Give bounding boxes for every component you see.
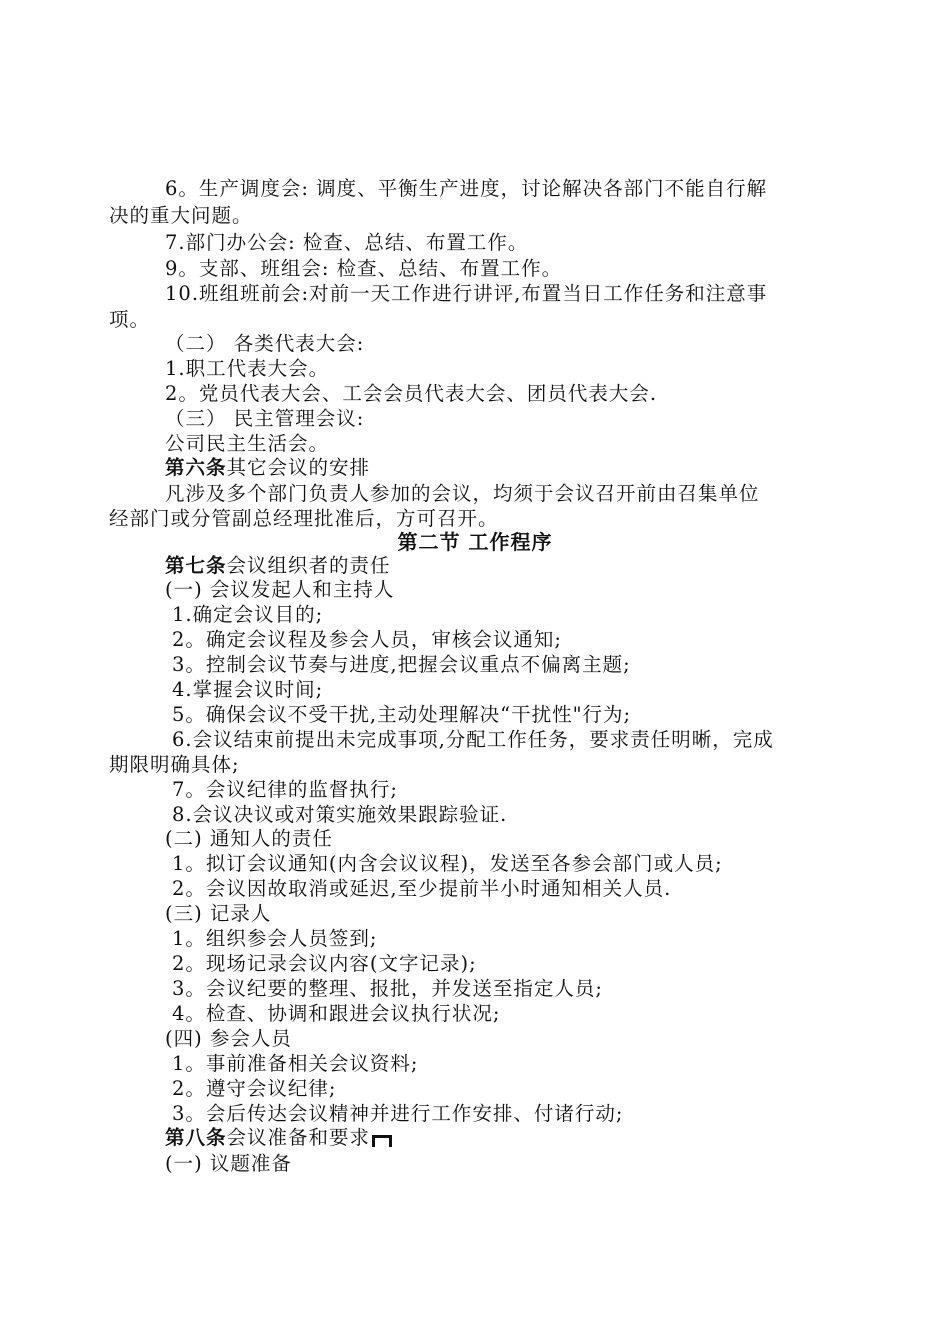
article-title: 会议组织者的责任 xyxy=(226,554,391,577)
sub-heading: (一) 议题准备 xyxy=(165,1152,292,1175)
sub-heading: (四) 参会人员 xyxy=(165,1027,292,1050)
list-item: 7。会议纪律的监督执行; xyxy=(172,778,398,801)
list-item: 1。组织参会人员签到; xyxy=(172,927,378,950)
sub-heading: （三） 民主管理会议: xyxy=(165,407,365,430)
article-label: 第八条 xyxy=(165,1126,227,1149)
list-item: 5。确保会议不受干扰,主动处理解决“干扰性"行为; xyxy=(172,703,632,726)
article-label: 第六条 xyxy=(165,456,227,479)
article-title: 其它会议的安排 xyxy=(226,456,371,479)
text-line: 6。生产调度会: 调度、平衡生产进度，讨论解决各部门不能自行解 xyxy=(165,177,768,200)
sub-heading: （二） 各类代表大会: xyxy=(165,332,365,355)
list-item: 1。拟订会议通知(内含会议议程)，发送至各参会部门或人员; xyxy=(172,852,723,875)
list-item: 8.会议决议或对策实施效果跟踪验证. xyxy=(172,803,508,826)
article-8-heading xyxy=(165,1125,392,1151)
list-item: 1.确定会议目的; xyxy=(172,603,324,626)
list-item: 3。会后传达会议精神并进行工作安排、付诸行动; xyxy=(172,1102,624,1125)
text-line: 7.部门办公会: 检查、总结、布置工作。 xyxy=(165,231,529,254)
list-item-continuation: 期限明确具体; xyxy=(109,753,240,776)
list-item: 4。检查、协调和跟进会议执行状况; xyxy=(172,1002,501,1025)
list-item: 2。会议因故取消或延迟,至少提前半小时通知相关人员. xyxy=(172,877,672,900)
article-6-heading xyxy=(165,455,370,481)
list-item: 2。现场记录会议内容(文字记录); xyxy=(172,952,477,975)
article-label: 第七条 xyxy=(165,554,227,577)
text-line: 项。 xyxy=(109,308,151,331)
list-item: 1。事前准备相关会议资料; xyxy=(172,1052,419,1075)
sub-heading: (一) 会议发起人和主持人 xyxy=(165,578,395,601)
text-line: 9。支部、班组会: 检查、总结、布置工作。 xyxy=(165,257,563,280)
text-line: 决的重大问题。 xyxy=(109,204,253,227)
text-line: 公司民主生活会。 xyxy=(165,432,330,455)
text-line: 经部门或分管副总经理批准后，方可召开。 xyxy=(109,507,499,530)
list-item: 2。遵守会议纪律; xyxy=(172,1077,337,1100)
list-item: 3。会议纪要的整理、报批，并发送至指定人员; xyxy=(172,977,603,1000)
text-line: 凡涉及多个部门负责人参加的会议，均须于会议召开前由召集单位 xyxy=(165,482,760,505)
section-break-mark-icon xyxy=(372,1135,392,1147)
list-item: 4.掌握会议时间; xyxy=(172,678,324,701)
article-title: 会议准备和要求 xyxy=(226,1126,371,1149)
list-item: 3。控制会议节奏与进度,把握会议重点不偏离主题; xyxy=(172,653,631,676)
sub-heading: (二) 通知人的责任 xyxy=(165,827,333,850)
article-7-heading xyxy=(165,553,391,579)
section-heading: 第二节 工作程序 xyxy=(397,530,553,554)
sub-heading: (三) 记录人 xyxy=(165,902,272,925)
list-item: 6.会议结束前提出未完成事项,分配工作任务，要求责任明晰，完成 xyxy=(172,728,774,751)
list-item: 2。确定会议程及参会人员，审核会议通知; xyxy=(172,628,562,651)
text-line: 1.职工代表大会。 xyxy=(165,357,330,380)
text-line: 2。党员代表大会、工会会员代表大会、团员代表大会. xyxy=(165,382,658,405)
text-line: 10.班组班前会:对前一天工作进行讲评,布置当日工作任务和注意事 xyxy=(165,282,768,305)
